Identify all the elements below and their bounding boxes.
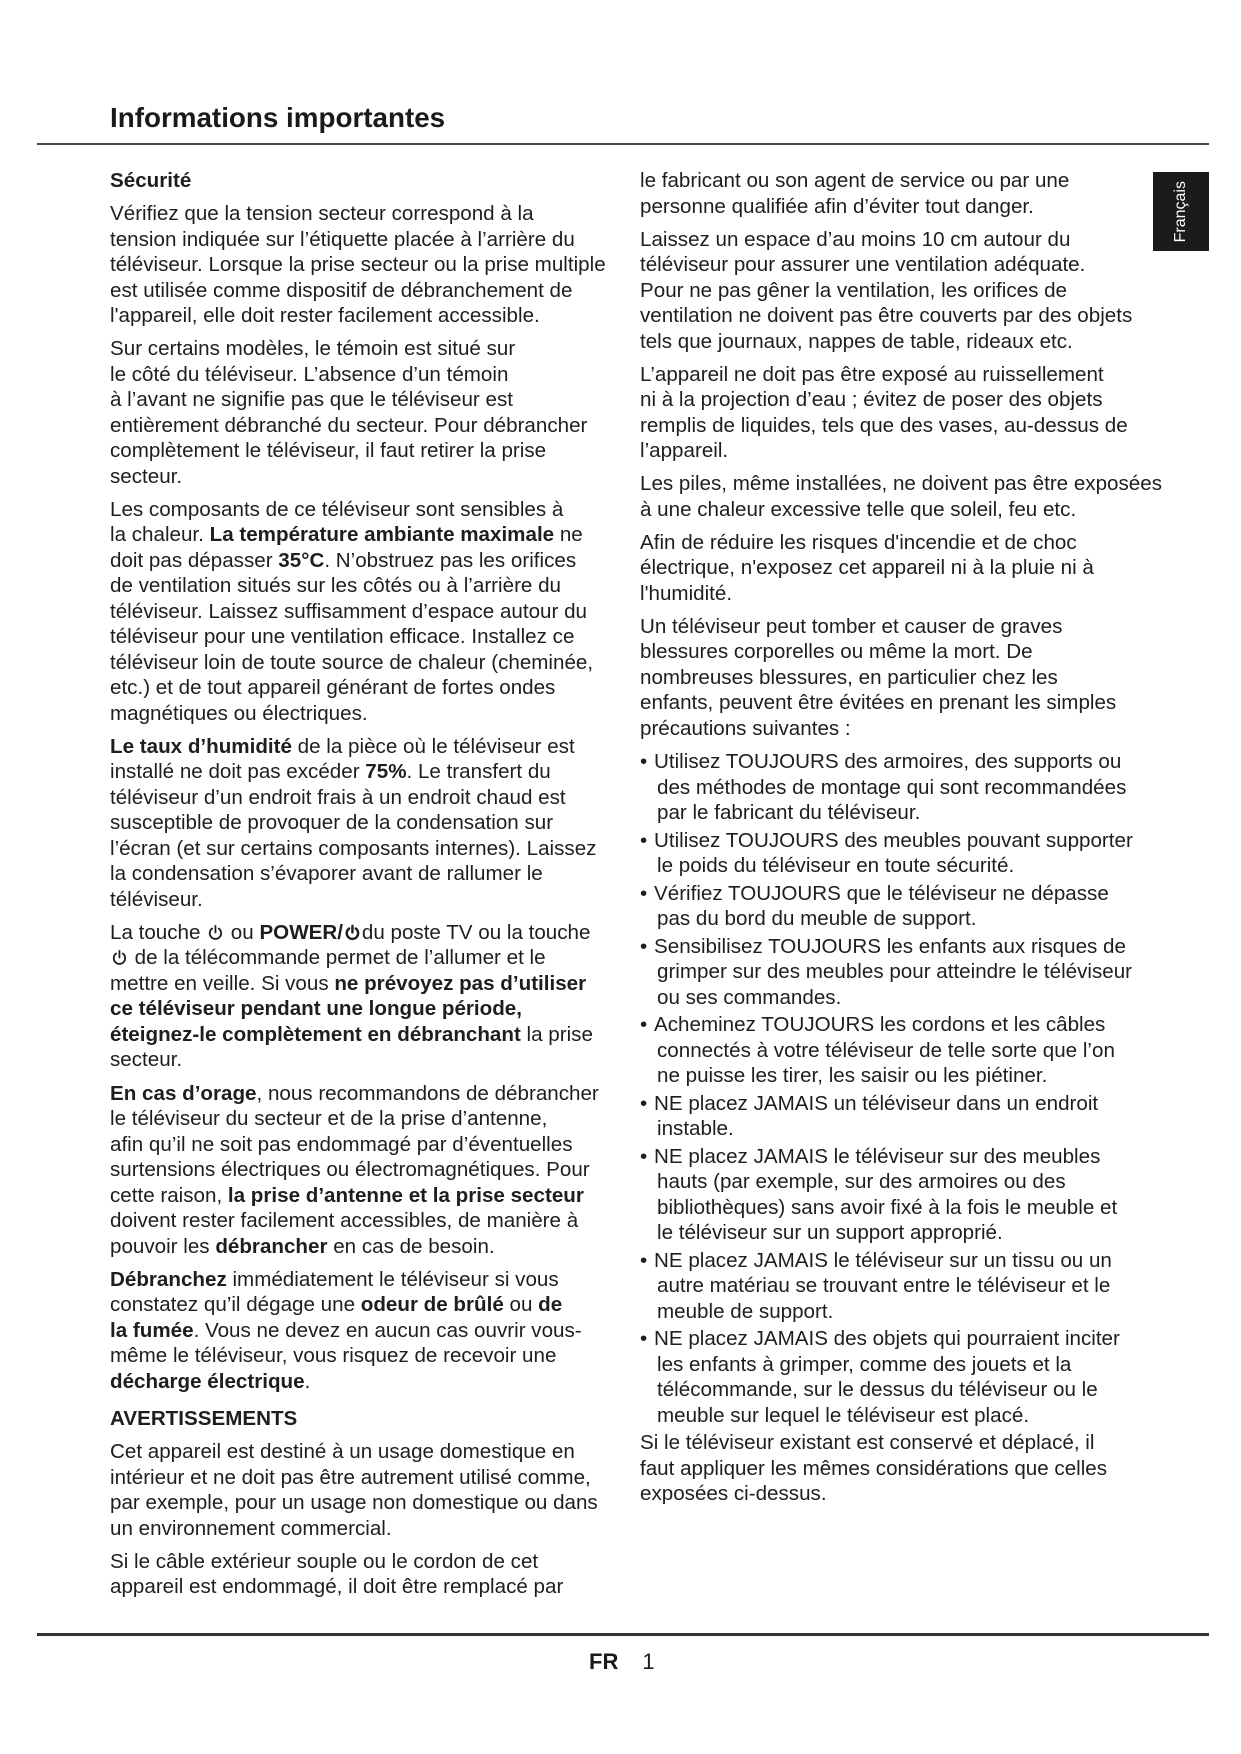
bold-text: débrancher [215, 1234, 328, 1258]
text-run: . [304, 1369, 311, 1393]
bullet-marker: • [640, 934, 648, 958]
bold-text: En cas d’orage [110, 1081, 257, 1105]
text-run: Sécurité [110, 169, 192, 192]
bullet-marker: • [640, 1091, 648, 1115]
text-run: . Vous ne devez en aucun cas ouvrir vous- même le téléviseur, vous risquez de recevoir une [110, 1318, 582, 1368]
text-run: de la télécommande permet de l’allumer et le mettre en veille. Si vous [110, 946, 546, 995]
bold-text: La température ambiante maximale [209, 523, 555, 547]
text-run: Cet appareil est destiné à un usage domestique en intérieur et ne doit pas être autrement utilisé comme, par exemple, pour un usage non domestique ou dans un environnement commercial. [110, 1440, 598, 1540]
paragraph [640, 362, 1150, 464]
bullet-item [640, 1326, 1150, 1428]
paragraph [640, 471, 1163, 522]
text-run: Vérifiez TOUJOURS que le téléviseur ne dépasse pas du bord du meuble de support. [654, 881, 1109, 931]
paragraph [110, 1439, 620, 1541]
paragraph [110, 336, 620, 489]
text-run: . Le transfert du téléviseur d’un endroit frais à un endroit chaud est susceptible de provoquer de la condensation sur l’écran (et sur certains composants internes). Laissez la condensation s’évaporer avant de rallumer le téléviseur. [110, 760, 597, 911]
power-icon [344, 924, 361, 941]
text-run: Les piles, même installées, ne doivent pas être exposées à une chaleur excessive telle que soleil, feu etc. [640, 472, 1163, 521]
paragraph [110, 734, 620, 913]
language-tab-label: Français [1172, 180, 1189, 243]
text-run: Un téléviseur peut tomber et causer de graves blessures corporelles ou même la mort. De nombreuses blessures, en particulier chez les enfants, peuvent être évitées en prenant les simples précautions suivantes : [640, 614, 1117, 740]
text-run: Afin de réduire les risques d'incendie et de choc électrique, n'exposez cet appareil ni à la pluie ni à l'humidité. [640, 530, 1094, 605]
bullet-item [640, 828, 1150, 879]
text-run: Acheminez TOUJOURS les cordons et les câbles connectés à votre téléviseur de telle sorte que l’on ne puisse les tirer, les saisir ou les piétiner. [654, 1013, 1115, 1088]
section-heading [110, 1406, 620, 1432]
bullet-marker: • [640, 828, 648, 852]
bold-text: la prise d’antenne et la prise secteur [227, 1183, 584, 1207]
paragraph [110, 1267, 620, 1395]
bullet-item [640, 1248, 1150, 1325]
bullet-marker: • [640, 750, 648, 774]
text-run: de la pièce où le téléviseur est installé ne doit pas excéder [110, 734, 575, 784]
power-icon [111, 949, 128, 966]
text-run: NE placez JAMAIS des objets qui pourraient inciter les enfants à grimper, comme des jouets et la télécommande, sur le dessus du téléviseur ou le meuble sur lequel le téléviseur est placé. [654, 1327, 1120, 1427]
header-divider [37, 143, 1209, 145]
text-run: , nous recommandons de débrancher le téléviseur du secteur et de la prise d’antenne, afin qu’il ne soit pas endommagé par d’éventuelles surtensions électriques ou électromagnétiques. Pour cette raison, [110, 1081, 599, 1207]
left-column [110, 168, 620, 1600]
text-run: ou [503, 1293, 539, 1317]
text-run: ne doit pas dépasser [110, 523, 583, 572]
page-title: Informations importantes [110, 102, 446, 133]
bold-text: de la fumée [110, 1293, 563, 1342]
bullet-marker: • [640, 1144, 648, 1168]
bold-text: ne prévoyez pas d’utiliser ce téléviseur pendant une longue période, éteignez-le complètement en débranchant [110, 971, 587, 1046]
text-run: Si le câble extérieur souple ou le cordon de cet appareil est endommagé, il doit être remplacé par [110, 1549, 564, 1599]
footer-language-code: FR [589, 1649, 619, 1674]
bullet-item [640, 1012, 1150, 1089]
text-run: le fabricant ou son agent de service ou par une personne qualifiée afin d’éviter tout danger. [640, 169, 1070, 218]
text-run: Vérifiez que la tension secteur correspond à la tension indiquée sur l’étiquette placée à l’arrière du téléviseur. Lorsque la prise secteur ou la prise multiple est utilisée comme dispositif de débranchement de l'appareil, elle doit rester facilement accessible. [110, 202, 606, 328]
text-run: . N’obstruez pas les orifices de ventilation situés sur les côtés ou à l’arrière du téléviseur. Laissez suffisamment d’espace autour du téléviseur pour une ventilation efficace. Installez ce téléviseur loin de toute source de chaleur (cheminée, etc.) et de tout appareil générant de fortes ondes magnétiques ou électriques. [110, 548, 594, 725]
text-run: Si le téléviseur existant est conservé et déplacé, il faut appliquer les mêmes considérations que celles exposées ci-dessus. [640, 1431, 1108, 1506]
text-run: la prise secteur. [110, 1022, 593, 1072]
text-run: du poste TV ou la touche [361, 920, 591, 944]
text-run: Laissez un espace d’au moins 10 cm autour du téléviseur pour assurer une ventilation adéquate. Pour ne pas gêner la ventilation, les orifices de ventilation ne doivent pas être couverts par des objets tels que journaux, nappes de table, rideaux etc. [640, 227, 1133, 353]
bold-text: POWER/ [259, 920, 343, 944]
page-footer [589, 1649, 655, 1675]
bold-text: Débranchez [110, 1267, 227, 1291]
text-run: immédiatement le téléviseur si vous constatez qu’il dégage une [110, 1267, 559, 1317]
paragraph [110, 920, 620, 1073]
text-run: doivent rester facilement accessibles, de manière à pouvoir les [110, 1209, 579, 1258]
paragraph [110, 1549, 620, 1600]
text-run: Sur certains modèles, le témoin est situé sur le côté du téléviseur. L’absence d’un témoin à l’avant ne signifie pas que le téléviseur est entièrement débranché du secteur. Pour débrancher complètement le téléviseur, il faut retirer la prise secteur. [110, 337, 588, 488]
bullet-marker: • [640, 1248, 648, 1272]
text-run: Sensibilisez TOUJOURS les enfants aux risques de grimper sur des meubles pour atteindre le téléviseur ou ses commandes. [654, 934, 1133, 1009]
paragraph [640, 1430, 1150, 1507]
language-tab [1153, 172, 1209, 251]
text-run: Les composants de ce téléviseur sont sensibles à la chaleur. [110, 497, 564, 547]
text-run: NE placez JAMAIS le téléviseur sur un tissu ou un autre matériau se trouvant entre le téléviseur et le meuble de support. [654, 1248, 1112, 1323]
bullet-marker: • [640, 1327, 648, 1351]
footer-divider [37, 1633, 1209, 1636]
text-run: ou [225, 920, 260, 944]
text-run: AVERTISSEMENTS [110, 1407, 298, 1431]
text-run: en cas de besoin. [327, 1234, 495, 1258]
section-heading [110, 168, 620, 194]
bold-text: odeur de brûlé [360, 1293, 504, 1317]
text-run: NE placez JAMAIS un téléviseur dans un endroit instable. [654, 1091, 1099, 1141]
bullet-item [640, 934, 1150, 1011]
bullet-item [640, 749, 1150, 826]
paragraph [640, 614, 1150, 742]
power-icon [207, 924, 224, 941]
paragraph [110, 1081, 620, 1260]
paragraph [640, 168, 1150, 219]
text-run: L’appareil ne doit pas être exposé au ruissellement ni à la projection d’eau ; évitez de poser des objets remplis de liquides, tels que des vases, au-dessus de l’appareil. [640, 362, 1128, 463]
bold-text: Le taux d’humidité [110, 734, 292, 758]
bullet-item [640, 1144, 1150, 1246]
bullet-item [640, 1091, 1150, 1142]
paragraph [640, 530, 1150, 607]
right-column [640, 168, 1163, 1507]
page-number: 1 [642, 1649, 655, 1674]
bold-text: 35°C [278, 548, 325, 572]
paragraph [640, 227, 1150, 355]
paragraph [110, 497, 620, 727]
paragraph [110, 201, 620, 329]
bullet-marker: • [640, 1013, 648, 1037]
text-run: Utilisez TOUJOURS des meubles pouvant supporter le poids du téléviseur en toute sécurité. [654, 828, 1133, 878]
text-run: NE placez JAMAIS le téléviseur sur des meubles hauts (par exemple, sur des armoires ou des bibliothèques) sans avoir fixé à la fois le meuble et le téléviseur sur un support approprié. [654, 1144, 1118, 1245]
text-run: La touche [110, 920, 207, 944]
bold-text: décharge électrique [110, 1369, 305, 1393]
bold-text: 75% [365, 760, 407, 784]
text-run: Utilisez TOUJOURS des armoires, des supports ou des méthodes de montage qui sont recommandées par le fabricant du téléviseur. [654, 750, 1127, 825]
bullet-marker: • [640, 881, 648, 905]
bullet-item [640, 881, 1150, 932]
